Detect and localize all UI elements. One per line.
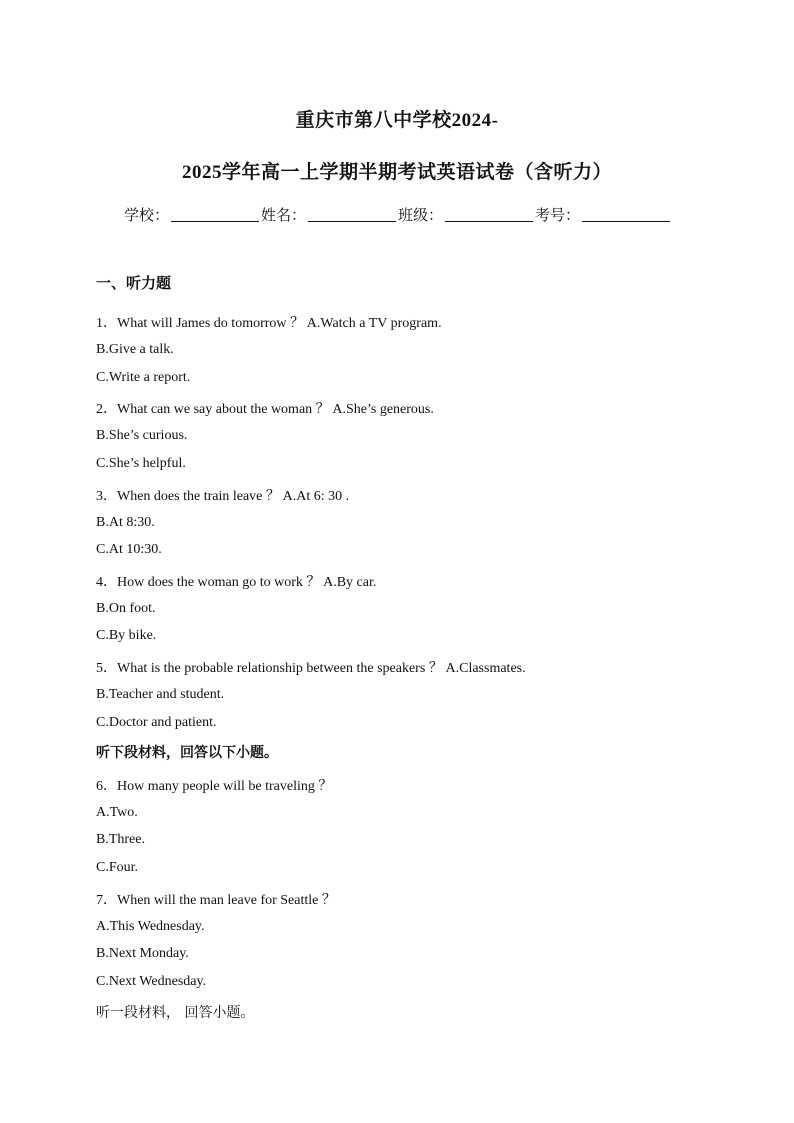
- listening-instruction-1: 听下段材料，回答以下小题。: [96, 745, 278, 761]
- question-3-option-b: B.At 8:30.: [96, 515, 155, 530]
- question-1-option-c: C.Write a report.: [96, 370, 191, 385]
- question-5-stem: 5．What is the probable relationship between the speakers ？ A.Classmates.: [96, 661, 526, 676]
- class-blank: [445, 207, 533, 222]
- section-title: 一、听力题: [96, 274, 172, 292]
- exam-number-blank: [582, 207, 670, 222]
- question-7-stem: 7．When will the man leave for Seattle ？: [96, 893, 336, 908]
- school-blank: [171, 207, 259, 222]
- exam-title-line2: 2025学年高一上学期半期考试英语试卷（含听力）: [181, 162, 612, 183]
- question-2-option-b: B.She’s curious.: [96, 428, 188, 443]
- student-info-row: [124, 204, 672, 225]
- exam-number-label: 考号：: [535, 206, 581, 224]
- question-5-option-b: B.Teacher and student.: [96, 687, 225, 702]
- question-4-option-b: B.On foot.: [96, 601, 156, 616]
- exam-title-line1: 重庆市第八中学校2024-: [295, 110, 499, 131]
- question-7-option-c: C.Next Wednesday.: [96, 974, 207, 989]
- question-4-stem: 4．How does the woman go to work ？ A.By car.: [96, 575, 377, 590]
- question-1-option-b: B.Give a talk.: [96, 342, 174, 357]
- question-7-option-b: B.Next Monday.: [96, 946, 189, 961]
- question-5-option-c: C.Doctor and patient.: [96, 715, 217, 730]
- question-1-stem: 1．What will James do tomorrow ？ A.Watch a TV program.: [96, 316, 442, 331]
- name-blank: [308, 207, 396, 222]
- listening-instruction-2: 听一段材料， 回答小题。: [96, 1005, 255, 1021]
- question-2-stem: 2．What can we say about the woman ？ A.She’s generous.: [96, 402, 434, 417]
- question-7-option-a: A.This Wednesday.: [96, 919, 205, 934]
- question-6-option-a: A.Two.: [96, 805, 138, 820]
- question-3-option-c: C.At 10:30.: [96, 542, 162, 557]
- class-label: 班级：: [398, 206, 444, 224]
- school-label: 学校：: [124, 206, 170, 224]
- question-4-option-c: C.By bike.: [96, 628, 157, 643]
- question-6-stem: 6．How many people will be traveling ？: [96, 779, 333, 794]
- name-label: 姓名：: [261, 206, 307, 224]
- question-3-stem: 3．When does the train leave ？ A.At 6: 30 .: [96, 489, 350, 504]
- question-2-option-c: C.She’s helpful.: [96, 456, 186, 471]
- question-6-option-b: B.Three.: [96, 832, 145, 847]
- question-6-option-c: C.Four.: [96, 860, 139, 875]
